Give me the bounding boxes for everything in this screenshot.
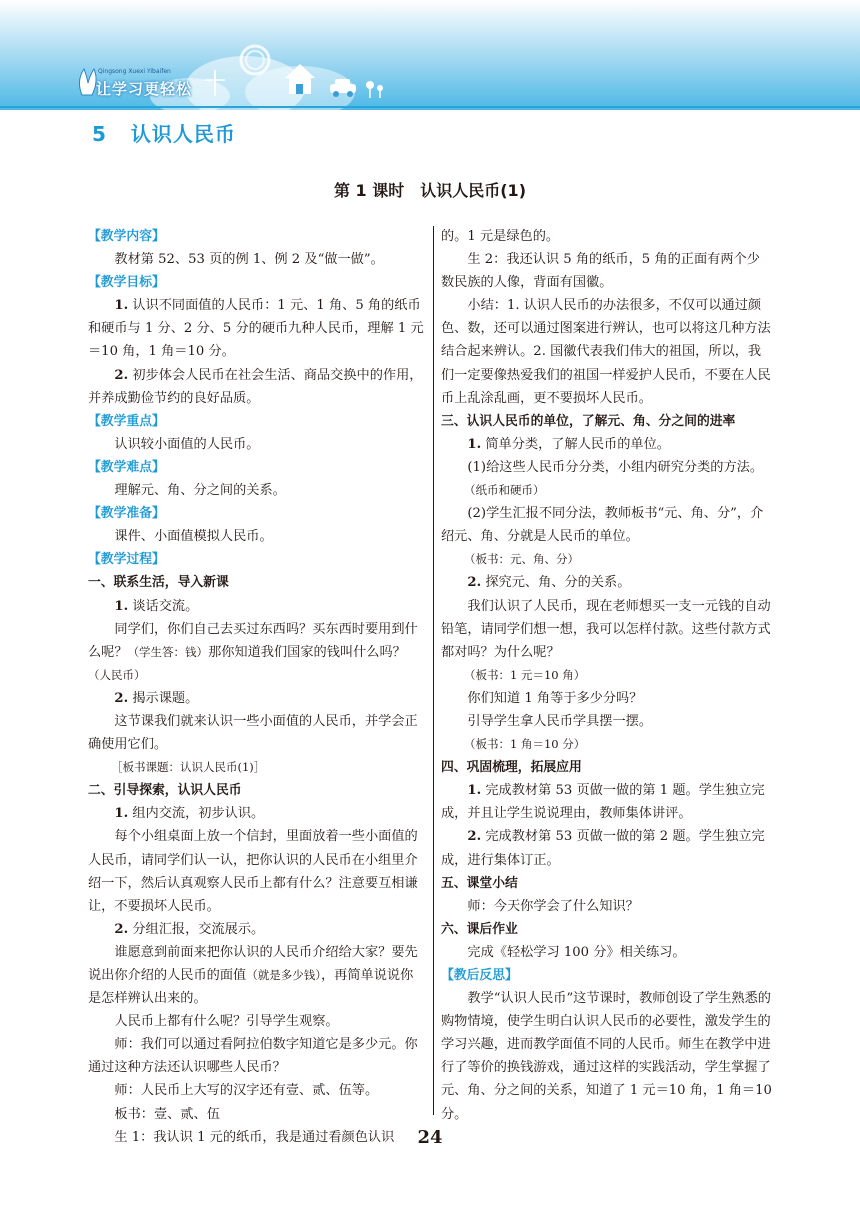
step-3-1a: (1)给这些人民币分分类，小组内研究分类的方法。 [467,459,764,475]
teaching-content: 教材第 52、53 页的例 1、例 2 及“做一做”。 [114,252,384,268]
student-2: 生 2：我还认识 5 角的纸币，5 角的正面有两个少数民族的人像，背面有国徽。 [441,252,760,291]
step-4-1: 1. 完成教材第 53 页做一做的第 1 题。学生独立完成，并且让学生说说理由，教师集体讲评。 [441,783,765,822]
goal-2: 2. 初步体会人民币在社会生活、商品交换中的作用，并养成勤俭节约的良好品质。 [88,367,423,406]
step-3-2-note2: （板书：1 角＝10 分） [464,737,586,752]
step-1-2-text: 这节课我们就来认识一些小面值的人民币，并学会正确使用它们。 [88,713,418,753]
summary: 小结：1. 认识人民币的办法很多，不仅可以通过颜色、数，还可以通过图案进行辨认，也可以将这几种方法结合起来辨认。2. 国徽代表我们伟大的祖国，所以，我们一定要像热爱我们的祖国一样爱护人民币，不要在人民币上乱涂乱画，更不要损坏人民币。 [441,298,771,406]
step-3-2-text: 我们认识了人民币，现在老师想买一支一元钱的自动铅笔，请同学们想一想，我可以怎样付款。这些付款方式都对吗？为什么呢？ [441,598,771,660]
step-2-2: 2. 分组汇报，交流展示。 [114,921,265,937]
step-2-6: 板书：壹、贰、伍 [114,1106,220,1122]
step-3-1b: (2)学生汇报不同分法，教师板书“元、角、分”，介绍元、角、分就是人民币的单位。 [441,506,764,545]
chapter-title [92,118,236,147]
step-3-1a-note: （纸币和硬币） [464,483,545,498]
step-2-3: 人民币上都有什么呢？引导学生观察。 [114,1014,339,1030]
reflection: 教学“认识人民币”这节课时，教师创设了学生熟悉的购物情境，使学生明白认识人民币的必要性，激发学生的学习兴趣，进而教学面值不同的人民币。师生在教学中进行了等价的换钱游戏，通过这样的实践活动，学生掌握了元、角、分之间的关系，知道了 1 元＝10 角，1 角＝10 分。 [441,991,772,1122]
column-divider [433,226,434,1115]
chapter-name: 认识人民币 [130,122,236,146]
step-3-heading: 三、认识人民币的单位，了解元、角、分之间的进率 [441,413,736,429]
step-2-2-text: 谁愿意到前面来把你认识的人民币介绍给大家？要先说出你介绍的人民币的面值（就是多少钱），再简单说说你是怎样辨认出来的。 [88,944,418,1007]
step-2-1: 1. 组内交流，初步认识。 [114,806,265,822]
difficult-point: 理解元、角、分之间的关系。 [114,483,286,499]
left-column [88,225,426,1149]
step-3-2-guide: 引导学生拿人民币学具摆一摆。 [467,713,653,729]
step-1-1: 1. 谈话交流。 [114,598,199,614]
section-tag-key: 【教学重点】 [88,413,165,429]
step-1-heading: 一、联系生活，导入新课 [88,575,229,591]
header-banner [0,0,860,110]
section-tag-difficult: 【教学难点】 [88,459,165,475]
step-3-1b-note: （板书：元、角、分） [464,552,579,567]
step-3-2-note: （板书：1 元＝10 角） [464,667,586,682]
continued-text: 的。1 元是绿色的。 [441,229,560,244]
step-3-2: 2. 探究元、角、分的关系。 [467,575,631,591]
key-point: 认识较小面值的人民币。 [114,436,260,452]
step-6-text: 完成《轻松学习 100 分》相关练习。 [467,944,686,960]
step-1-1-text: 同学们，你们自己去买过东西吗？买东西时要用到什么呢？（学生答：钱）那你知道我们国家的钱叫什么吗？（人民币） [88,621,418,682]
step-2-4: 师：我们可以通过看阿拉伯数字知道它是多少元。你通过这种方法还认识哪些人民币？ [88,1037,418,1076]
chapter-number: 5 [92,122,107,146]
step-2-1-text: 每个小组桌面上放一个信封，里面放着一些小面值的人民币，请同学们认一认，把你认识的人民币在小组里介绍一下，然后认真观察人民币上都有什么？注意要互相谦让，不要损坏人民币。 [88,829,418,914]
step-5-heading: 五、课堂小结 [441,875,518,891]
logo-text: 让学习更轻松 [96,80,193,98]
section-tag-content: 【教学内容】 [88,229,165,244]
step-3-1: 1. 简单分类，了解人民币的单位。 [467,436,670,452]
logo-subtitle: Qingsong Xuexi Yibaifen [98,68,171,75]
section-tag-reflect: 【教后反思】 [441,968,518,983]
lesson-title: 第 1 课时 认识人民币(1) [333,181,527,200]
page-number: 24 [417,1127,443,1148]
step-1-2: 2. 揭示课题。 [114,690,199,706]
header-divider-line [0,106,860,108]
right-column [441,225,773,1126]
step-2-5: 师：人民币上大写的汉字还有壹、贰、伍等。 [114,1083,379,1099]
section-tag-prep: 【教学准备】 [88,506,165,522]
goal-1: 1. 认识不同面值的人民币：1 元、1 角、5 角的纸币和硬币与 1 分、2 分、5 分的硬币九种人民币，理解 1 元＝10 角，1 角＝10 分。 [88,298,424,360]
step-2-heading: 二、引导探索，认识人民币 [88,783,242,799]
section-tag-process: 【教学过程】 [88,552,165,568]
step-1-2-board: ［板书课题：认识人民币(1)］ [111,760,266,775]
section-tag-goals: 【教学目标】 [88,275,165,291]
step-6-heading: 六、课后作业 [441,921,518,937]
step-3-2-question: 你们知道 1 角等于多少分吗？ [467,690,643,706]
step-2-7: 生 1：我认识 1 元的纸币，我是通过看颜色认识 [114,1129,395,1145]
step-4-heading: 四、巩固梳理，拓展应用 [441,760,582,776]
step-4-2: 2. 完成教材第 53 页做一做的第 2 题。学生独立完成，进行集体订正。 [441,829,765,868]
step-5-text: 师：今天你学会了什么知识？ [467,898,639,914]
preparation: 课件、小面值模拟人民币。 [114,529,273,545]
